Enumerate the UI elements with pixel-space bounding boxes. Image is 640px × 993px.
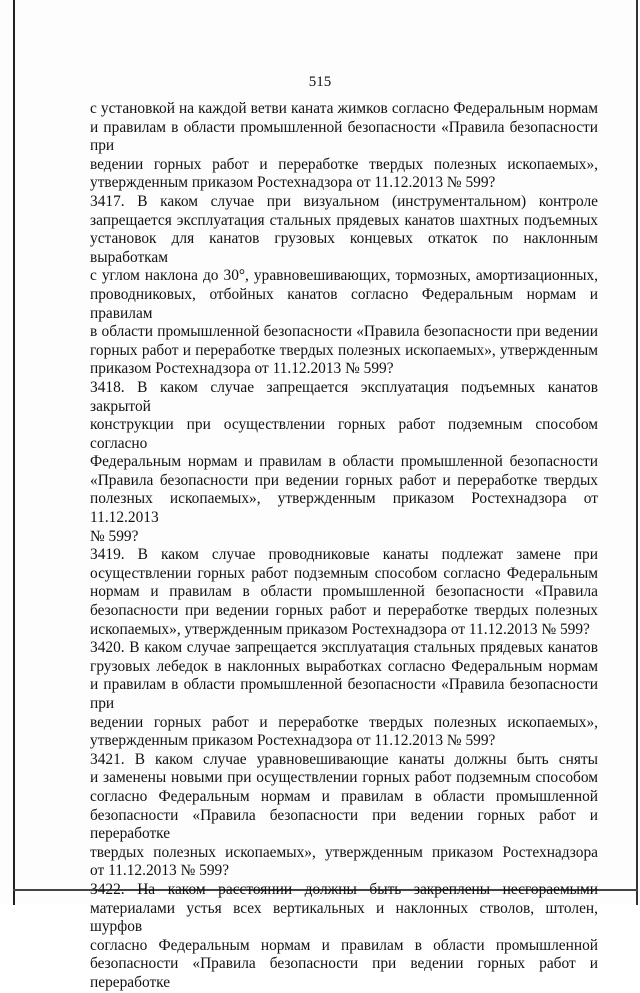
text-line: твердых полезных ископаемых», утвержденным приказом Ростехнадзора xyxy=(90,843,598,861)
text-line: 3422. На каком расстоянии должны быть закреплены несгораемыми xyxy=(90,880,598,898)
text-line: от 11.12.2013 № 599? xyxy=(90,862,230,880)
text-line: «Правила безопасности при ведении горных работ и переработке твердых xyxy=(90,471,598,489)
scan-border-left xyxy=(13,0,15,905)
text-line: согласно Федеральным нормам и правилам в области промышленной xyxy=(90,936,598,954)
text-line: ведении горных работ и переработке твердых полезных ископаемых», xyxy=(90,155,598,173)
text-line: ископаемых», утвержденным приказом Ростехнадзора от 11.12.2013 № 599? xyxy=(90,620,590,638)
text-line: 3417. В каком случае при визуальном (инструментальном) контроле xyxy=(90,192,598,210)
scan-border-right xyxy=(636,0,638,905)
text-line: грузовых лебедок в наклонных выработках согласно Федеральным нормам xyxy=(90,657,598,675)
question-paragraph xyxy=(90,881,598,993)
question-paragraph xyxy=(90,639,598,751)
document-body xyxy=(90,100,598,993)
text-line: запрещается эксплуатация стальных прядевых канатов шахтных подъемных xyxy=(90,211,598,229)
text-line: согласно Федеральным нормам и правилам в области промышленной xyxy=(90,787,598,805)
text-line: 3421. В каком случае уравновешивающие канаты должны быть сняты xyxy=(90,750,598,768)
text-line: 3418. В каком случае запрещается эксплуатация подъемных канатов закрытой xyxy=(90,378,598,415)
text-line: с углом наклона до 30°, уравновешивающих, тормозных, амортизационных, xyxy=(90,267,598,285)
text-line: нормам и правилам в области промышленной безопасности «Правила xyxy=(90,583,598,601)
question-paragraph xyxy=(90,546,598,639)
text-line: ведении горных работ и переработке твердых полезных ископаемых», xyxy=(90,713,598,731)
question-paragraph xyxy=(90,193,598,379)
text-line: конструкции при осуществлении горных работ подземным способом согласно xyxy=(90,416,598,452)
text-line: приказом Ростехнадзора от 11.12.2013 № 599? xyxy=(90,360,394,378)
text-line: и заменены новыми при осуществлении горных работ подземным способом xyxy=(90,769,598,787)
text-line: и правилам в области промышленной безопасности «Правила безопасности при xyxy=(90,118,598,155)
text-line: материалами устья всех вертикальных и наклонных стволов, штолен, шурфов xyxy=(90,899,598,936)
question-paragraph xyxy=(90,100,598,193)
text-line: горных работ и переработке твердых полезных ископаемых», утвержденным xyxy=(90,341,598,359)
text-line: 3420. В каком случае запрещается эксплуатация стальных прядевых канатов xyxy=(90,639,598,657)
text-line: с установкой на каждой ветви каната жимков согласно Федеральным нормам xyxy=(90,100,598,117)
text-line: установок для канатов грузовых концевых откаток по наклонным выработкам xyxy=(90,230,598,266)
text-line: в области промышленной безопасности «Правила безопасности при ведении xyxy=(90,323,598,341)
text-line: утвержденным приказом Ростехнадзора от 11.12.2013 № 599? xyxy=(90,174,496,192)
text-line: полезных ископаемых», утвержденным приказом Ростехнадзора от 11.12.2013 xyxy=(90,490,598,527)
question-paragraph xyxy=(90,379,598,546)
text-line: осуществлении горных работ подземным способом согласно Федеральным xyxy=(90,564,598,582)
text-line: безопасности при ведении горных работ и переработке твердых полезных xyxy=(90,602,598,620)
question-paragraph xyxy=(90,751,598,881)
text-line: Федеральным нормам и правилам в области промышленной безопасности xyxy=(90,453,598,471)
text-line: 3419. В каком случае проводниковые канаты подлежат замене при xyxy=(90,546,598,564)
text-line: безопасности «Правила безопасности при ведении горных работ и переработке xyxy=(90,806,598,843)
text-line: утвержденным приказом Ростехнадзора от 11.12.2013 № 599? xyxy=(90,732,496,750)
text-line: и правилам в области промышленной безопасности «Правила безопасности при xyxy=(90,676,598,712)
page-number: 515 xyxy=(308,74,332,90)
text-line: № 599? xyxy=(90,527,139,545)
text-line: безопасности «Правила безопасности при ведении горных работ и переработке xyxy=(90,955,598,991)
text-line: проводниковых, отбойных канатов согласно Федеральным нормам и правилам xyxy=(90,285,598,322)
